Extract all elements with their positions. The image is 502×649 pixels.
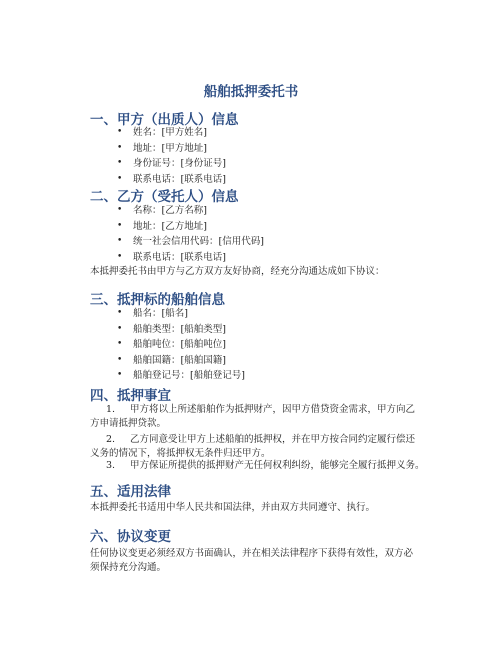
section-heading-amendment: 六、协议变更 <box>90 529 171 545</box>
section-heading-vessel: 三、抵押标的船舶信息 <box>90 292 225 308</box>
amendment-paragraph-line1: 任何协议变更必须经双方书面确认，并在相关法律程序下获得有效性，双方必 <box>90 548 414 559</box>
bullet-icon: • <box>117 127 123 137</box>
bullet-icon: • <box>117 236 123 246</box>
bullet-icon: • <box>117 158 123 168</box>
bullet-icon: • <box>117 354 123 365</box>
bullet-icon: • <box>117 142 123 153</box>
clause-number: 1. <box>106 404 116 415</box>
clause-text-continued: 方申请抵押贷款。 <box>90 418 167 429</box>
bullet-icon: • <box>117 339 123 349</box>
section-heading-applicable-law: 五、适用法律 <box>90 484 171 500</box>
document-title: 船舶抵押委托书 <box>203 84 299 100</box>
clause-number: 2. <box>106 434 116 445</box>
section-heading-party-b: 二、乙方（受托人）信息 <box>90 189 239 205</box>
bullet-icon: • <box>117 173 123 184</box>
section-heading-party-a: 一、甲方（出质人）信息 <box>90 112 239 128</box>
clause-text: 甲方保证所提供的抵押财产无任何权利纠纷，能够完全履行抵押义务。 <box>130 460 425 471</box>
bullet-icon: • <box>117 308 123 318</box>
numbered-clause-1 <box>0 403 502 431</box>
bullet-icon: • <box>117 205 123 215</box>
applicable-law-paragraph: 本抵押委托书适用中华人民共和国法律，并由双方共同遵守、执行。 <box>90 502 376 513</box>
bullet-icon: • <box>117 251 123 262</box>
clause-text: 乙方同意受让甲方上述船舶的抵押权，并在甲方按合同约定履行偿还 <box>130 434 416 445</box>
amendment-paragraph-line2: 须保持充分沟通。 <box>90 562 167 573</box>
clause-text-continued: 义务的情况下，将抵押权无条件归还甲方。 <box>90 448 271 459</box>
intro-paragraph: 本抵押委托书由甲方与乙方双方友好协商，经充分沟通达成如下协议： <box>90 266 385 277</box>
document-page: 船舶抵押委托书 一、甲方（出质人）信息 • 姓名：[甲方姓名] • 地址：[甲方地址] • 身份证号：[身份证号] • 联系电话：[联系电话] 二、乙方（受托人）信息 • 名称：[乙方名称] • 地址：[乙方地址] • 统一社会信用代码：[信用代码] • 联系电话：[联系电话] 本抵押委托书由甲方与乙方双方友好协商，经充分沟通达成如下协议： 三、抵押标的船舶信息 • 船名：[船名] • 船舶类型：[船舶类型] • 船舶吨位：[船舶吨位] • 船舶国籍：[船舶国籍] • 船舶登记号：[船舶登记号] 四、抵押事宜 1. 甲方将以上所述船舶作为抵押财产，因甲方借贷资金需求，甲方向乙 方申请抵押贷款。 2. 乙方同意受让甲方上述船舶的抵押权，并在甲方按合同约定履行偿还 义务的情况下，将抵押权无条件归还甲方。 3. 甲方保证所提供的抵押财产无任何权利纠纷，能够完全履行抵押义务。 五、适用法律 本抵押委托书适用中华人民共和国法律，并由双方共同遵守、执行。 六、协议变更 任何协议变更必须经双方书面确认，并在相关法律程序下获得有效性，双方必 须保持充分沟通。 <box>0 0 502 649</box>
bullet-icon: • <box>117 323 123 334</box>
clause-number: 3. <box>106 460 116 471</box>
numbered-clause-3 <box>0 459 502 473</box>
numbered-clause-2 <box>0 433 502 461</box>
section-heading-mortgage-matters: 四、抵押事宜 <box>90 388 171 404</box>
bullet-icon: • <box>117 220 123 231</box>
bullet-icon: • <box>117 370 123 380</box>
clause-text: 甲方将以上所述船舶作为抵押财产，因甲方借贷资金需求，甲方向乙 <box>130 404 416 415</box>
